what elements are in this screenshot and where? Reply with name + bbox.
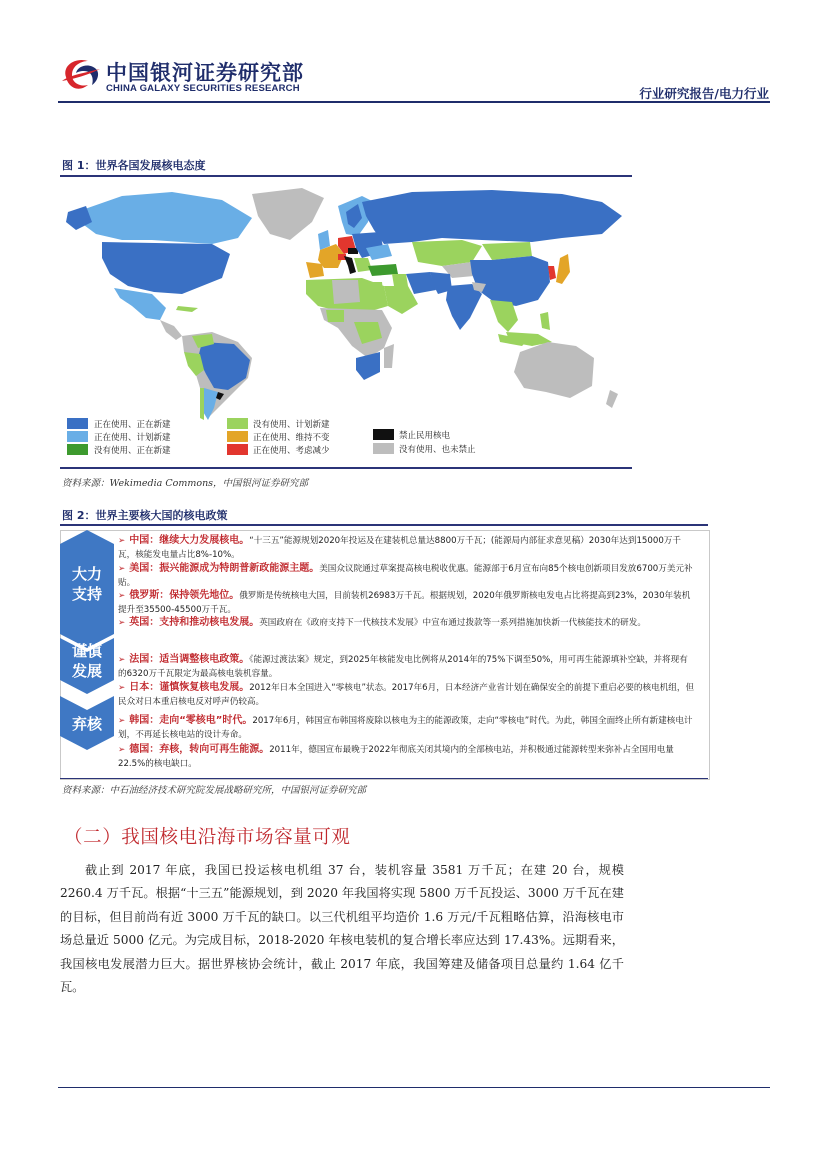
figure1-rule-top (60, 175, 632, 177)
group-label-strong-line1: 大力 (71, 565, 102, 583)
policy-japan-lead: 日本：谨慎恢复核电发展。 (129, 682, 250, 693)
legend-swatch-7 (373, 429, 394, 440)
policy-uk-text: 英国政府在《政府支持下一代核技术发展》中宣布通过拨款等一系列措施加快新一代核能技术的研发。 (259, 618, 646, 628)
legend-swatch-2 (67, 431, 88, 442)
map-canada (80, 192, 252, 244)
legend-swatch-3 (67, 444, 88, 455)
map-chile (200, 388, 204, 420)
policy-russia: ➢ 俄罗斯：保持领先地位。俄罗斯是传统核电大国，目前装机26983万千瓦。根据规划，2020年俄罗斯核电发电占比将提高到23%，2030年装机提升至35500-45500万千瓦。 (118, 590, 691, 615)
map-china (470, 256, 550, 306)
map-greenland (252, 188, 324, 240)
policy-korea-text: 2017年6月，韩国宣布韩国将废除以核电为主的能源政策，走向“零核电”时代。为此，韩国全面终止所有新建核电计划，不再延长核电站的设计寿命。 (118, 716, 693, 740)
group-label-strong-support (60, 564, 114, 604)
logo-text-cn: 中国银河证券研究部 (106, 61, 304, 85)
policy-usa: ➢ 美国：振兴能源成为特朗普新政能源主题。美国众议院通过草案提高核电税收优惠。能源部于6月宣布向85个核电创新项目发放6700万美元补贴。 (118, 563, 693, 588)
policy-uk: ➢ 英国：支持和推动核电发展。英国政府在《政府支持下一代核技术发展》中宣布通过拨款等一系列措施加快新一代核能技术的研发。 (118, 617, 646, 628)
policy-usa-text: 美国众议院通过草案提高核电税收优惠。能源部于6月宣布向85个核电创新项目发放6700万美元补贴。 (118, 564, 693, 588)
galaxy-logo-icon (60, 55, 102, 95)
map-australia (514, 342, 594, 398)
map-russia (362, 190, 622, 244)
map-mexico (114, 288, 166, 320)
world-map (62, 182, 632, 422)
legend-label-6: 正在使用、考虑减少 (253, 446, 330, 456)
policy-france: ➢ 法国：适当调整核电政策。《能源过渡法案》规定，到2025年核能发电比例将从2014年的75%下调至50%，用可再生能源填补空缺，并将现有的6320万千瓦限定为最高核电装机容量。 (118, 654, 688, 679)
legend-swatch-1 (67, 418, 88, 429)
map-balkans (354, 258, 372, 272)
logo-text-en: CHINA GALAXY SECURITIES RESEARCH (106, 83, 300, 94)
map-austria (348, 248, 358, 254)
header-rule (58, 101, 770, 103)
policy-france-text: 《能源过渡法案》规定，到2025年核能发电比例将从2014年的75%下调至50%，用可再生能源填补空缺，并将现有的6320万千瓦限定为最高核电装机容量。 (118, 655, 688, 679)
map-usa (102, 242, 230, 294)
group-label-cautious (60, 641, 114, 681)
policy-china-lead: 中国：继续大力发展核电。 (129, 535, 250, 546)
policy-russia-text: 俄罗斯是传统核电大国，目前装机26983万千瓦。根据规划，2020年俄罗斯核电发电占比将提高到23%，2030年装机提升至35500-45500万千瓦。 (118, 591, 691, 615)
policy-france-lead: 法国：适当调整核电政策。 (129, 654, 250, 665)
policy-germany: ➢ 德国：弃核，转向可再生能源。2011年，德国宣布最晚于2022年彻底关闭其境内的全部核电站，并积极通过能源转型来弥补占全国用电量22.5%的核电缺口。 (118, 744, 674, 769)
policy-uk-lead: 英国：支持和推动核电发展。 (129, 617, 260, 628)
legend-swatch-4 (227, 418, 248, 429)
legend-label-7: 禁止民用核电 (399, 431, 451, 441)
policy-japan-text: 2012年日本全国进入“零核电”状态。2017年6月，日本经济产业省计划在确保安全的前提下重启必要的核电机组，但民众对日本重启核电反对呼声仍较高。 (118, 683, 695, 707)
map-spain (306, 262, 324, 278)
policy-usa-lead: 美国：振兴能源成为特朗普新政能源主题。 (129, 563, 320, 574)
policy-korea: ➢ 韩国：走向“零核电”时代。2017年6月，韩国宣布韩国将废除以核电为主的能源政策，走向“零核电”时代。为此，韩国全面终止所有新建核电计划，不再延长核电站的设计寿命。 (118, 715, 693, 740)
policy-korea-lead: 韩国：走向“零核电”时代。 (129, 715, 253, 726)
section-title: （二）我国核电沿海市场容量可观 (64, 827, 351, 848)
legend-label-1: 正在使用、正在新建 (94, 420, 171, 430)
figure2-rule-bottom (60, 778, 708, 779)
policy-japan: ➢ 日本：谨慎恢复核电发展。2012年日本全国进入“零核电”状态。2017年6月，日本经济产业省计划在确保安全的前提下重启必要的核电机组，但民众对日本重启核电反对呼声仍较高。 (118, 682, 695, 707)
figure2-title: 图 2：世界主要核大国的核电政策 (62, 509, 228, 522)
policy-china-text: “十三五”能源规划2020年投运及在建装机总量达8800万千瓦；(能源局内部征求意见稿）2030年达到15000万千瓦，核能发电量占比8%-10%。 (118, 536, 681, 560)
legend-label-4: 没有使用、计划新建 (253, 420, 330, 430)
footer-rule (58, 1087, 770, 1088)
map-legend (67, 418, 507, 460)
legend-swatch-6 (227, 444, 248, 455)
group-label-abandon (60, 714, 114, 734)
group-label-strong-line2: 支持 (71, 585, 102, 603)
legend-swatch-5 (227, 431, 248, 442)
map-south-africa (356, 352, 380, 380)
legend-label-2: 正在使用、计划新建 (94, 433, 171, 443)
legend-label-5: 正在使用、维持不变 (253, 433, 330, 443)
figure2-source: 资料来源：中石油经济技术研究院发展战略研究所，中国银河证券研究部 (62, 785, 367, 796)
group-label-cautious-line2: 发展 (71, 662, 102, 680)
map-india (446, 284, 482, 330)
figure2-rule-top (60, 524, 708, 526)
legend-label-8: 没有使用、也未禁止 (399, 445, 476, 455)
policy-russia-lead: 俄罗斯：保持领先地位。 (129, 590, 240, 601)
legend-label-3: 没有使用、正在新建 (94, 446, 171, 456)
figure1-rule-bottom (60, 467, 632, 469)
group-label-abandon-line1: 弃核 (71, 715, 102, 733)
figure1-title: 图 1：世界各国发展核电态度 (62, 159, 206, 172)
group-label-cautious-line1: 谨慎 (71, 642, 102, 660)
legend-swatch-8 (373, 443, 394, 454)
section-paragraph: 截止到 2017 年底，我国已投运核电机组 37 台，装机容量 3581 万千瓦；在建 20 台，规模 2260.4 万千瓦。根据“十三五”能源规划，到 2020 年我国将实现 5800 万千瓦投运、3000 万千瓦在建的目标，但目前尚有近 3000 万千瓦的缺口。以三代机组平均造价 1.6 万元/千瓦粗略估算，沿海核电市场总量近 5000 亿元。为完成目标，2018-2020 年核电装机的复合增长率应达到 17.43%。远期看来，我国核电发展潜力巨大。据世界核协会统计，截止 2017 年底，我国筹建及储备项目总量约 1.64 亿千瓦。 (60, 863, 624, 995)
map-japan (556, 254, 570, 284)
report-type: 行业研究报告/电力行业 (639, 86, 769, 101)
figure1-source: 资料来源：Wekimedia Commons，中国银河证券研究部 (62, 478, 309, 489)
map-egypt (364, 282, 384, 300)
policy-china: ➢ 中国：继续大力发展核电。“十三五”能源规划2020年投运及在建装机总量达8800万千瓦；(能源局内部征求意见稿）2030年达到15000万千瓦，核能发电量占比8%-10%。 (118, 535, 681, 560)
policy-germany-lead: 德国：弃核，转向可再生能源。 (129, 744, 270, 755)
policy-germany-text: 2011年，德国宣布最晚于2022年彻底关闭其境内的全部核电站，并积极通过能源转型来弥补占全国用电量22.5%的核电缺口。 (118, 745, 674, 769)
